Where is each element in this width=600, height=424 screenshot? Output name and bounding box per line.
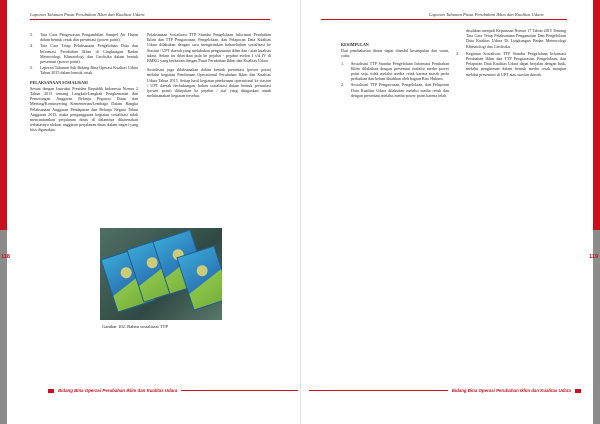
booklet-image xyxy=(176,245,222,311)
section-paragraph: Sesuai dengan Instruksi Presiden Republik Indonesia Nomor 2 Tahun 2015 tentang Langkah-Langkah Penghematan dan Pemotongan Anggaran Belanja Pegawai Dinas dan Meeting/Konsinyering Kementerian/Lembaga Dalam Rangka Pelaksanaan Anggaran Pendapatan dan Belanja Negara Tahun Anggaran 2015, maka penganggaran kegiatan sosialisasi tidak mencantumkan perjalanan dinas di dalamnya dikarenakan terbatasnya alokasi anggaran perjalanan dinas dalam negeri yang bisa digunakan. xyxy=(30,85,138,133)
paragraph: Pelaksanaan Sosialisasi TTP Standar Pengelolaan Informasi Perubahan Iklim dan TTP Pengawasan, Pengelolaan, dan Pelaporan Data Kualitas Udara dilakukan dengan cara mengirimkan bahan-bahan sosialisasi ke Stasiun / UPT daerah yang melakukan pengamatan iklim dan / atau kualitas udara. Selain itu diberikan pula ke pejabat - pejabat eselon I s/d IV di BMKG yang berkaitan dengan Pusat Perubahan Iklim dan Kualitas Udara. xyxy=(147,32,271,64)
list-item: 2. Sosialisasi TTP Pengawasan, Pengelolaan, dan Pelaporan Data Kualitas Udara dilakukan melalui media cetak dan dengan presentasi melalui media power point karena telah xyxy=(341,82,449,98)
conclusion-list-cont xyxy=(456,51,566,77)
conclusion-list xyxy=(341,61,449,98)
paragraph: Sosialisasi juga dilaksanakan dalam bentuk presentasi (power point) melalui kegiatan Pembinaan Operasional Perubahan Iklim dan Kualitas Udara Tahun 2015. Setiap hasil kegiatan pembinaan operasional ke stasiun / UPT daerah berhubungan, bahan sosialisasi dalam bentuk presentasi (power point) ditinjukan ke pejabat / staf yang ditugaskan untuk melaksanakan kegiatan tersebut. xyxy=(147,67,271,99)
list-item: 5. Laporan Tahunan Sub Bidang Bina Operasi Kualitas Udara Tahun 2015 dalam bentuk cetak. xyxy=(30,65,138,76)
list-item: 4. Tata Cara Tetap Pelaksanaan Pengelolaan Data dan Informasi Perubahan Iklim di Lingkungan Badan Meteorologi, Klimatologi, dan Geofisika dalam bentuk presentasi (power point). xyxy=(30,43,138,65)
right-column-1 xyxy=(341,42,449,102)
right-page-header: Laporan Tahunan Pusat Perubahan Iklim dan Kualitas Udara xyxy=(429,12,544,17)
list-item: 3. Tata Cara Pengawasan Pengambilan Sampel Air Hujan dalam bentuk cetak dan presentasi (power point). xyxy=(30,32,138,43)
footer-rule xyxy=(181,390,298,391)
left-page-number: 118 xyxy=(1,254,10,260)
section-heading: PELAKSANAAN SOSIALISASI xyxy=(30,79,88,85)
footer-rule xyxy=(309,390,448,391)
list-item: 1. Sosialisasi TTP Standar Pengelolaan Informasi Perubahan Iklim dilakukan dengan presentasi melalui media power point saja, tidak melalui media cetak karena masih perlu perbaikan dan belum disahkan oleh bagian Biro Hukum. xyxy=(341,60,449,82)
photo-caption: Gambar 102. Bahan sosialisasi TTP xyxy=(102,324,168,329)
left-page-header: Laporan Tahunan Pusat Perubahan Iklim dan Kualitas Udara xyxy=(30,12,145,17)
right-column-2 xyxy=(456,28,566,81)
right-margin-tab xyxy=(593,0,600,424)
left-numbered-list xyxy=(30,32,138,76)
right-page-number: 119 xyxy=(589,254,598,260)
left-column-1 xyxy=(30,32,138,137)
right-page-footer xyxy=(309,385,581,396)
left-column-2 xyxy=(147,32,271,102)
left-header-rule xyxy=(30,19,270,20)
footer-text: Bidang Bina Operasi Perubahan Iklim dan Kualitas Udara xyxy=(58,388,178,393)
socialization-materials-photo xyxy=(100,228,222,320)
footer-text: Bidang Bina Operasi Perubahan Iklim dan Kualitas Udara xyxy=(451,388,571,393)
footer-accent-bar xyxy=(575,389,581,393)
conclusion-heading: KESIMPULAN xyxy=(341,42,369,47)
list-item: 3. Kegiatan Sosialisasi TTP Standar Pengelolaan Informasi Perubahan Iklim dan TTP Pengawasan, Pengelolaan, dan Pelaporan Data Kualitas Udara dapat berjalan dengan baik, melalui pengiriman dalam bentuk media cetak maupun melalui presentasi di UPT atau stasiun daerah. xyxy=(456,50,566,77)
conclusion-intro: Dari pembahasan diatas dapat diambil kesimpulan dan saran, yaitu: xyxy=(341,48,449,59)
right-header-rule xyxy=(321,19,567,20)
left-page-footer xyxy=(48,385,298,396)
right-page xyxy=(300,0,600,424)
list-continuation: disahkan menjadi Keputusan Nomor 17 Tahun 2015 Tentang Tata Cara Tetap Pelaksanaan Pengamatan Dan Pengelolaan Data Kualitas Udara Di Lingkungan Badan Meteorologi Klimatologi dan Geofisika. xyxy=(466,28,566,49)
left-margin-tab xyxy=(0,0,7,424)
